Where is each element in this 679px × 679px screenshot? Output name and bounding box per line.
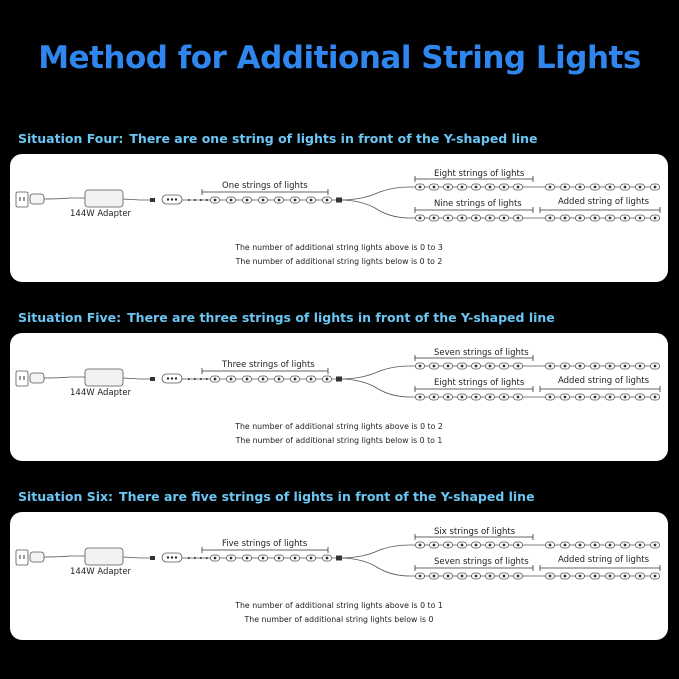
bulb-icon bbox=[621, 394, 630, 400]
bulb-icon bbox=[486, 184, 495, 190]
bulb-icon bbox=[591, 394, 600, 400]
bulb-icon bbox=[591, 573, 600, 579]
bulb-icon bbox=[606, 363, 615, 369]
bulb-icon bbox=[636, 363, 645, 369]
situation-description: There are one string of lights in front of the Y-shaped line bbox=[129, 131, 538, 146]
bulb-icon bbox=[472, 542, 481, 548]
bulb-icon bbox=[514, 542, 523, 548]
bulb-icon bbox=[591, 215, 600, 221]
bulb-icon bbox=[500, 542, 509, 548]
situation-heading bbox=[18, 310, 555, 325]
bulb-icon bbox=[514, 573, 523, 579]
lower-strings-label: Seven strings of lights bbox=[434, 557, 529, 567]
bulb-icon bbox=[444, 184, 453, 190]
bulb-icon bbox=[472, 394, 481, 400]
added-string-bracket bbox=[540, 386, 660, 392]
bulb-icon bbox=[561, 215, 570, 221]
bulb-icon bbox=[444, 573, 453, 579]
bulb-icon bbox=[259, 555, 268, 561]
adapter-icon bbox=[85, 548, 123, 565]
note-below: The number of additional string lights below is 0 to 1 bbox=[235, 436, 443, 445]
bulb-icon bbox=[275, 376, 284, 382]
bulb-icon bbox=[576, 394, 585, 400]
situation-label: Situation Five: bbox=[18, 310, 122, 325]
connector-icon bbox=[150, 198, 155, 202]
bulb-icon bbox=[606, 184, 615, 190]
bulb-icon bbox=[416, 215, 425, 221]
page-title: Method for Additional String Lights bbox=[38, 40, 641, 76]
bulb-icon bbox=[561, 363, 570, 369]
bulb-icon bbox=[636, 184, 645, 190]
bulb-icon bbox=[546, 215, 555, 221]
bulb-icon bbox=[621, 542, 630, 548]
bulb-icon bbox=[500, 215, 509, 221]
bulb-icon bbox=[430, 184, 439, 190]
bulb-icon bbox=[561, 573, 570, 579]
note-above: The number of additional string lights above is 0 to 3 bbox=[235, 243, 443, 252]
bulb-icon bbox=[444, 394, 453, 400]
bulb-icon bbox=[430, 573, 439, 579]
bulb-icon bbox=[458, 394, 467, 400]
bulb-icon bbox=[416, 394, 425, 400]
bulb-icon bbox=[514, 184, 523, 190]
bulb-icon bbox=[211, 376, 220, 382]
bulb-icon bbox=[243, 555, 252, 561]
bulb-icon bbox=[576, 573, 585, 579]
situation-description: There are three strings of lights in front of the Y-shaped line bbox=[127, 310, 555, 325]
lower-strings-label: Nine strings of lights bbox=[434, 199, 522, 209]
wall-outlet-icon bbox=[16, 192, 28, 207]
bulb-icon bbox=[259, 376, 268, 382]
controller-icon bbox=[162, 553, 182, 562]
y-splitter-icon bbox=[336, 198, 342, 203]
bulb-icon bbox=[546, 573, 555, 579]
adapter-cord bbox=[123, 199, 150, 200]
bulb-icon bbox=[486, 394, 495, 400]
bulb-icon bbox=[621, 363, 630, 369]
bulb-icon bbox=[606, 542, 615, 548]
note-below: The number of additional string lights below is 0 bbox=[244, 615, 434, 624]
bulb-icon bbox=[576, 215, 585, 221]
adapter-cord bbox=[123, 557, 150, 558]
bulb-icon bbox=[444, 215, 453, 221]
bulb-icon bbox=[486, 215, 495, 221]
bulb-icon bbox=[430, 394, 439, 400]
power-cord bbox=[44, 377, 85, 378]
bulb-icon bbox=[514, 363, 523, 369]
wall-outlet-icon bbox=[16, 371, 28, 386]
bulb-icon bbox=[243, 376, 252, 382]
bulb-icon bbox=[430, 542, 439, 548]
bulb-icon bbox=[211, 555, 220, 561]
power-cord bbox=[44, 198, 85, 199]
wiring-diagram-panel bbox=[10, 512, 668, 640]
wire-dot bbox=[194, 199, 196, 201]
bulb-icon bbox=[606, 394, 615, 400]
controller-icon bbox=[162, 374, 182, 383]
bulb-icon bbox=[416, 184, 425, 190]
bulb-icon bbox=[636, 215, 645, 221]
bulb-icon bbox=[606, 215, 615, 221]
power-cord bbox=[44, 556, 85, 557]
bulb-icon bbox=[486, 542, 495, 548]
bulb-icon bbox=[472, 184, 481, 190]
bulb-icon bbox=[430, 363, 439, 369]
note-below: The number of additional string lights below is 0 to 2 bbox=[235, 257, 443, 266]
bulb-icon bbox=[291, 197, 300, 203]
note-above: The number of additional string lights above is 0 to 2 bbox=[235, 422, 443, 431]
adapter-icon bbox=[85, 369, 123, 386]
adapter-cord bbox=[123, 378, 150, 379]
bulb-icon bbox=[514, 394, 523, 400]
bulb-icon bbox=[458, 184, 467, 190]
bulb-icon bbox=[211, 197, 220, 203]
bulb-icon bbox=[636, 542, 645, 548]
bulb-icon bbox=[546, 363, 555, 369]
bulb-icon bbox=[651, 542, 660, 548]
added-string-label: Added string of lights bbox=[558, 376, 650, 386]
bulb-icon bbox=[458, 573, 467, 579]
bulb-icon bbox=[227, 555, 236, 561]
bulb-icon bbox=[561, 184, 570, 190]
added-string-bracket bbox=[540, 207, 660, 213]
wire-dot bbox=[188, 557, 190, 559]
bulb-icon bbox=[458, 215, 467, 221]
bulb-icon bbox=[323, 197, 332, 203]
bulb-icon bbox=[576, 184, 585, 190]
situation-heading bbox=[18, 131, 538, 146]
bulb-icon bbox=[307, 197, 316, 203]
bulb-icon bbox=[323, 555, 332, 561]
bulb-icon bbox=[472, 363, 481, 369]
bulb-icon bbox=[307, 555, 316, 561]
upper-strings-label: Six strings of lights bbox=[434, 527, 516, 537]
wire-dot bbox=[200, 378, 202, 380]
bulb-icon bbox=[444, 542, 453, 548]
y-splitter-icon bbox=[336, 377, 342, 382]
wiring-diagram-panel bbox=[10, 333, 668, 461]
bulb-icon bbox=[591, 184, 600, 190]
bulb-icon bbox=[416, 573, 425, 579]
added-string-label: Added string of lights bbox=[558, 197, 650, 207]
added-string-bracket bbox=[540, 565, 660, 571]
bulb-icon bbox=[651, 363, 660, 369]
bulb-icon bbox=[458, 363, 467, 369]
bulb-icon bbox=[606, 573, 615, 579]
bulb-icon bbox=[561, 542, 570, 548]
bulb-icon bbox=[416, 363, 425, 369]
connector-icon bbox=[150, 556, 155, 560]
bulb-icon bbox=[243, 197, 252, 203]
bulb-icon bbox=[486, 363, 495, 369]
bulb-icon bbox=[500, 394, 509, 400]
bulb-icon bbox=[227, 376, 236, 382]
bulb-icon bbox=[636, 394, 645, 400]
wire-dot bbox=[200, 557, 202, 559]
upper-strings-label: Seven strings of lights bbox=[434, 348, 529, 358]
situation-label: Situation Six: bbox=[18, 489, 114, 504]
bulb-icon bbox=[546, 542, 555, 548]
bulb-icon bbox=[458, 542, 467, 548]
bulb-icon bbox=[323, 376, 332, 382]
bulb-icon bbox=[591, 542, 600, 548]
bulb-icon bbox=[486, 573, 495, 579]
situation-heading bbox=[18, 489, 535, 504]
bulb-icon bbox=[591, 363, 600, 369]
front-strings-label: Five strings of lights bbox=[222, 539, 308, 549]
bulb-icon bbox=[514, 215, 523, 221]
lower-strings-label: Eight strings of lights bbox=[434, 378, 525, 388]
wiring-diagram-panel bbox=[10, 154, 668, 282]
situation-description: There are five strings of lights in front of the Y-shaped line bbox=[119, 489, 535, 504]
adapter-label: 144W Adapter bbox=[70, 209, 132, 219]
front-strings-label: One strings of lights bbox=[222, 181, 308, 191]
bulb-icon bbox=[500, 184, 509, 190]
bulb-icon bbox=[472, 215, 481, 221]
connector-icon bbox=[150, 377, 155, 381]
situation-label: Situation Four: bbox=[18, 131, 124, 146]
bulb-icon bbox=[546, 394, 555, 400]
wire-dot bbox=[188, 199, 190, 201]
bulb-icon bbox=[651, 573, 660, 579]
bulb-icon bbox=[416, 542, 425, 548]
bulb-icon bbox=[621, 215, 630, 221]
note-above: The number of additional string lights above is 0 to 1 bbox=[235, 601, 443, 610]
plug-icon bbox=[30, 552, 44, 562]
plug-icon bbox=[30, 373, 44, 383]
bulb-icon bbox=[291, 376, 300, 382]
bulb-icon bbox=[500, 573, 509, 579]
wall-outlet-icon bbox=[16, 550, 28, 565]
bulb-icon bbox=[651, 394, 660, 400]
front-strings-label: Three strings of lights bbox=[222, 360, 315, 370]
wire-dot bbox=[194, 378, 196, 380]
adapter-label: 144W Adapter bbox=[70, 567, 132, 577]
wire-dot bbox=[194, 557, 196, 559]
bulb-icon bbox=[546, 184, 555, 190]
bulb-icon bbox=[275, 197, 284, 203]
bulb-icon bbox=[621, 573, 630, 579]
bulb-icon bbox=[275, 555, 284, 561]
upper-strings-label: Eight strings of lights bbox=[434, 169, 525, 179]
bulb-icon bbox=[227, 197, 236, 203]
bulb-icon bbox=[291, 555, 300, 561]
bulb-icon bbox=[444, 363, 453, 369]
wire-dot bbox=[188, 378, 190, 380]
bulb-icon bbox=[259, 197, 268, 203]
bulb-icon bbox=[500, 363, 509, 369]
plug-icon bbox=[30, 194, 44, 204]
bulb-icon bbox=[576, 542, 585, 548]
bulb-icon bbox=[651, 215, 660, 221]
y-splitter-icon bbox=[336, 556, 342, 561]
added-string-label: Added string of lights bbox=[558, 555, 650, 565]
bulb-icon bbox=[636, 573, 645, 579]
bulb-icon bbox=[472, 573, 481, 579]
bulb-icon bbox=[430, 215, 439, 221]
adapter-label: 144W Adapter bbox=[70, 388, 132, 398]
controller-icon bbox=[162, 195, 182, 204]
bulb-icon bbox=[621, 184, 630, 190]
adapter-icon bbox=[85, 190, 123, 207]
wire-dot bbox=[206, 378, 208, 380]
bulb-icon bbox=[576, 363, 585, 369]
bulb-icon bbox=[651, 184, 660, 190]
wire-dot bbox=[206, 199, 208, 201]
wire-dot bbox=[200, 199, 202, 201]
wire-dot bbox=[206, 557, 208, 559]
bulb-icon bbox=[307, 376, 316, 382]
bulb-icon bbox=[561, 394, 570, 400]
